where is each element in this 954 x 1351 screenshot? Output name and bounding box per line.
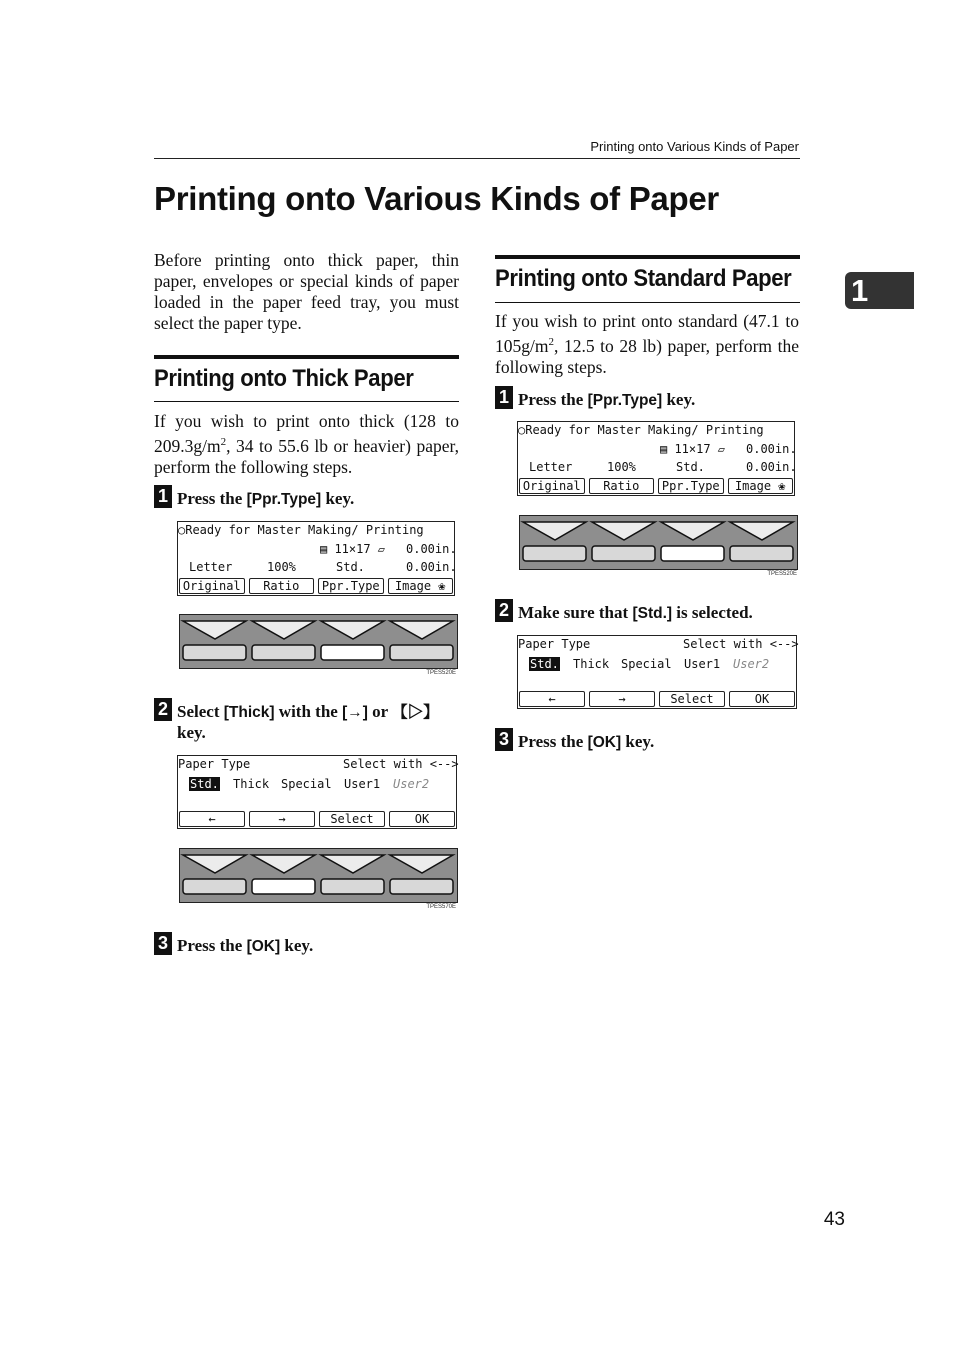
figure-code: TPES520E — [426, 670, 456, 676]
lcd-option-thick[interactable]: Thick — [573, 657, 610, 671]
selection-keys-panel — [179, 614, 458, 669]
lcd-right-arrow-button[interactable]: → — [589, 691, 655, 707]
selection-keys-illustration — [520, 516, 797, 569]
intro-paragraph: Before printing onto thick paper, thin paper, envelopes or special kinds of paper loaded in the paper feed tray, you must select the paper type. — [154, 250, 459, 333]
lcd-left-arrow-button[interactable]: ← — [519, 691, 585, 707]
section-rule — [154, 355, 459, 359]
lcd-ratio-button[interactable]: Ratio — [249, 578, 315, 594]
lcd-option-std[interactable]: Std. — [190, 777, 219, 791]
lcd-option-special[interactable]: Special — [281, 777, 332, 791]
lcd-ok-button[interactable]: OK — [389, 811, 455, 827]
lcd-ppr-type-button[interactable]: Ppr.Type — [658, 478, 724, 494]
step-number: 2 — [154, 698, 172, 721]
step-number: 2 — [495, 599, 513, 622]
step-number: 1 — [154, 485, 172, 508]
lcd-select-button[interactable]: Select — [659, 691, 725, 707]
lcd-left-arrow-button[interactable]: ← — [179, 811, 245, 827]
lcd-option-user2[interactable]: User2 — [393, 777, 430, 791]
lcd-ppr-type-button[interactable]: Ppr.Type — [318, 578, 384, 594]
lcd-option-special[interactable]: Special — [621, 657, 672, 671]
step-1-standard: 1 Press the [Ppr.Type] key. — [495, 389, 800, 411]
section-heading-thick: Printing onto Thick Paper — [154, 365, 414, 392]
chapter-number: 1 — [851, 273, 869, 308]
step-number: 1 — [495, 386, 513, 409]
lcd-paper-type-screen: Paper Type Select with <--> Std. Thick Special User1 User2 ← → Select OK — [517, 635, 797, 709]
lcd-right-arrow-button[interactable]: → — [249, 811, 315, 827]
figure-code: TPES520E — [767, 571, 797, 577]
lcd-original-button[interactable]: Original — [179, 578, 245, 594]
selection-keys-panel — [519, 515, 798, 570]
section-rule — [154, 401, 459, 402]
lcd-option-user1[interactable]: User1 — [684, 657, 721, 671]
lcd-option-user2[interactable]: User2 — [733, 657, 770, 671]
figure-code: TPES570E — [426, 904, 456, 910]
selection-keys-illustration — [180, 849, 457, 902]
lcd-paper-type-screen: Paper Type Select with <--> Std. Thick Special User1 User2 ← → Select OK — [177, 755, 457, 829]
thick-intro: If you wish to print onto thick (128 to $209.3g/m^2$, 34 to 55.6 lb or heavier) paper, perform the following steps. — [154, 411, 459, 477]
lcd-image-button[interactable]: Image ❀ — [388, 578, 454, 594]
lcd-select-button[interactable]: Select — [319, 811, 385, 827]
step-2-standard: 2 Make sure that [Std.] is selected. — [495, 602, 800, 624]
selection-keys-panel — [179, 848, 458, 903]
step-number: 3 — [154, 932, 172, 955]
section-rule — [495, 255, 800, 259]
step-3-thick: 3 Press the [OK] key. — [154, 935, 459, 957]
page-number: 43 — [823, 1209, 845, 1230]
lcd-option-user1[interactable]: User1 — [344, 777, 381, 791]
header-rule — [154, 158, 800, 159]
lcd-image-button[interactable]: Image ❀ — [728, 478, 794, 494]
running-head: Printing onto Various Kinds of Paper — [590, 139, 799, 154]
section-rule — [495, 302, 800, 303]
lcd-ready-screen: ○Ready for Master Making/ Printing ▤ 11×17 ▱ 0.00in. Letter 100% Std. 0.00in. Original Ratio Ppr.Type Image ❀ — [517, 421, 795, 496]
selection-keys-illustration — [180, 615, 457, 668]
lcd-ok-button[interactable]: OK — [729, 691, 795, 707]
section-heading-standard: Printing onto Standard Paper — [495, 265, 792, 292]
lcd-option-std[interactable]: Std. — [530, 657, 559, 671]
step-1-thick: 1 Press the [Ppr.Type] key. — [154, 488, 459, 510]
step-2-thick: 2 Select [Thick] with the [→] or 【▷】 key. — [154, 701, 464, 745]
lcd-ready-screen: ○Ready for Master Making/ Printing ▤ 11×17 ▱ 0.00in. Letter 100% Std. 0.00in. Original Ratio Ppr.Type Image ❀ — [177, 521, 455, 596]
chapter-tab — [845, 272, 914, 309]
lcd-original-button[interactable]: Original — [519, 478, 585, 494]
page-title: Printing onto Various Kinds of Paper — [154, 180, 719, 217]
lcd-option-thick[interactable]: Thick — [233, 777, 270, 791]
step-3-standard: 3 Press the [OK] key. — [495, 731, 800, 753]
standard-intro: If you wish to print onto standard (47.1 to $105g/m^2$, 12.5 to 28 lb) paper, perform the following steps. — [495, 311, 799, 377]
step-number: 3 — [495, 728, 513, 751]
lcd-ratio-button[interactable]: Ratio — [589, 478, 655, 494]
